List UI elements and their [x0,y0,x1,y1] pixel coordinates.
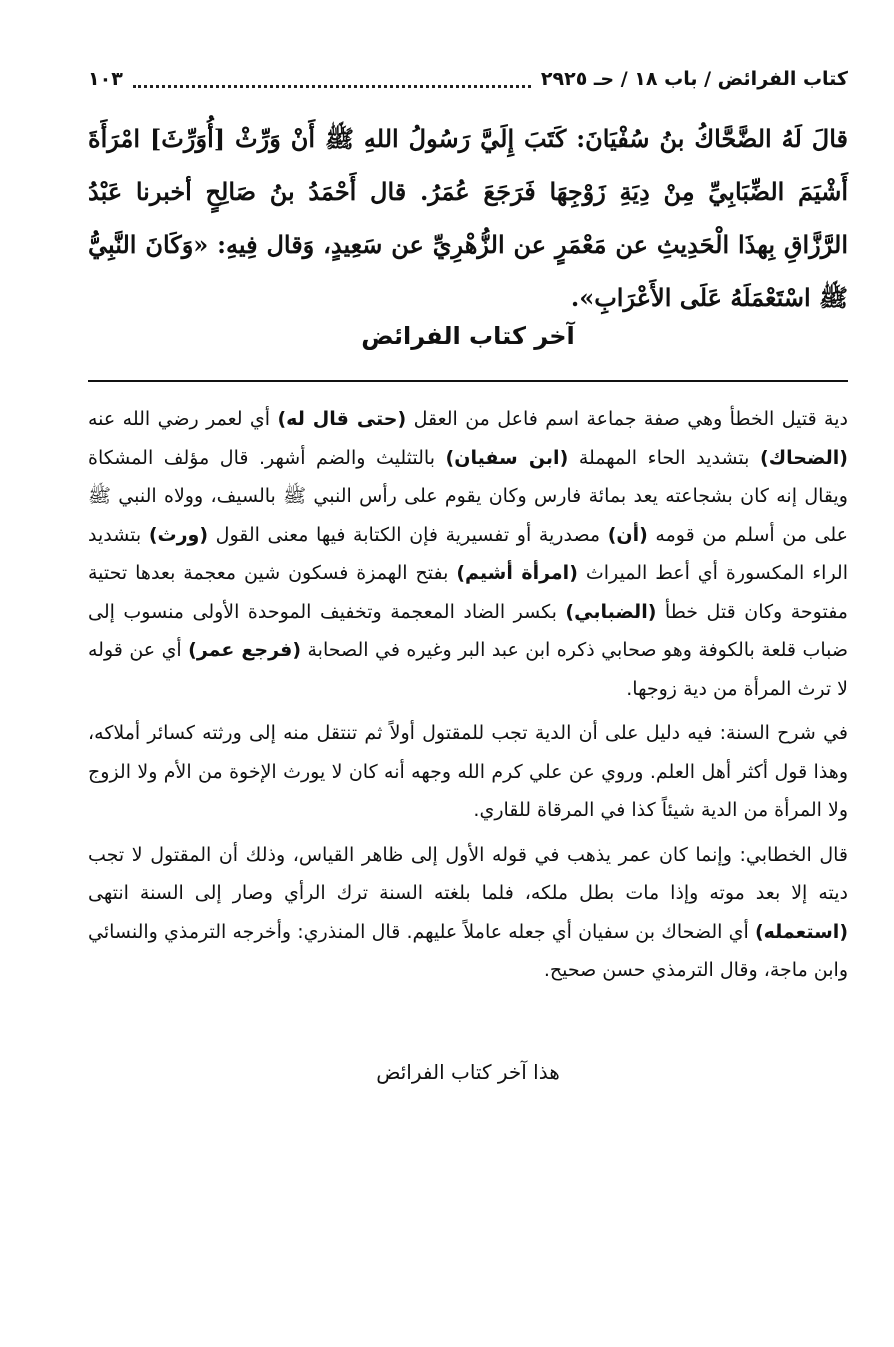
footnote-divider [88,380,848,382]
bold-lemma: (استعمله) [754,920,848,943]
book-page [88,0,848,1347]
bold-lemma: (الضحاك) [760,446,848,469]
commentary [88,400,848,996]
commentary-paragraph-2: في شرح السنة: فيه دليل على أن الدية تجب للمقتول أولاً ثم تنتقل منه إلى ورثته كسائر أملاكه، وهذا قول أكثر أهل العلم. وروي عن علي كرم الله وجهه أنه كان لا يورث الإخوة من الأم ولا الزوج ولا المرأة من الدية شيئاً كذا في المرقاة للقاري. [88,722,848,821]
commentary-paragraph-3: قال الخطابي: وإنما كان عمر يذهب في قوله الأول إلى ظاهر القياس، وذلك أن المقتول لا تجب ديته إلا بعد موته وإذا مات بطل ملكه، فلما بلغته السنة ترك الرأي وصار إلى السنة انتهى (استعمله) أي الضحاك بن سفيان أي جعله عاملاً عليهم. قال المنذري: وأخرجه الترمذي والنسائي وابن ماجة، وقال الترمذي حسن صحيح. [88,843,848,981]
bold-lemma: (حتى قال له) [277,408,407,430]
section-end-title: آخر كتاب الفرائض [361,322,575,350]
bold-lemma: (فرجع عمر) [188,639,302,661]
closing-line: هذا آخر كتاب الفرائض [376,1060,560,1084]
page-number: ١٠٣ [88,68,123,90]
bold-lemma: (امرأة أشيم) [456,562,578,584]
running-title: كتاب الفرائض / باب ١٨ / حـ ٢٩٢٥ [540,68,848,90]
hadith-text: قالَ لَهُ الضَّحَّاكُ بنُ سُفْيَانَ: كَتَبَ إِلَيَّ رَسُولُ اللهِ ﷺ أَنْ وَرِّثْ [أُوَرِّثَ] امْرَأَةَ أَشْيَمَ الضِّبَابِيِّ مِنْ دِيَةِ زَوْجِهَا فَرَجَعَ عُمَرُ. قال أَحْمَدُ بنُ صَالِحٍ أخبرنا عَبْدُ الرَّزَّاقِ بِهذَا الْحَدِيثِ عن مَعْمَرٍ عن الزُّهْرِيِّ عن سَعِيدٍ، وَقال فِيهِ: «وَكَانَ النَّبِيُّ ﷺ اسْتَعْمَلَهُ عَلَى الأَعْرَابِ». [88,124,848,312]
bold-lemma: (أن) [607,523,648,546]
commentary-paragraph-1: دية قتيل الخطأ وهي صفة جماعة اسم فاعل من العقل (حتى قال له) أي لعمر رضي الله عنه (الضحاك) بتشديد الحاء المهملة (ابن سفيان) بالتثليث والضم أشهر. قال مؤلف المشكاة ويقال إنه كان بشجاعته يعد بمائة فارس وكان يقوم على رأس النبي ﷺ بالسيف، وولاه النبي ﷺ على من أسلم من قومه (أن) مصدرية أو تفسيرية فإن الكتابة فيها معنى القول (ورث) بتشديد الراء المكسورة أي أعط الميراث (امرأة أشيم) بفتح الهمزة فسكون شين معجمة بعدها تحتية مفتوحة وكان قتل خطأ (الضبابي) بكسر الضاد المعجمة وتخفيف الموحدة الأولى منسوب إلى ضباب قلعة بالكوفة وهو صحابي ذكره ابن عبد البر وغيره في الصحابة (فرجع عمر) أي عن قوله لا ترث المرأة من دية زوجها. [88,408,848,700]
header-dot-leader [133,71,531,88]
bold-lemma: (ورث) [148,523,209,546]
running-header [88,62,848,96]
bold-lemma: (الضبابي) [565,600,657,623]
bold-lemma: (ابن سفيان) [445,446,569,469]
